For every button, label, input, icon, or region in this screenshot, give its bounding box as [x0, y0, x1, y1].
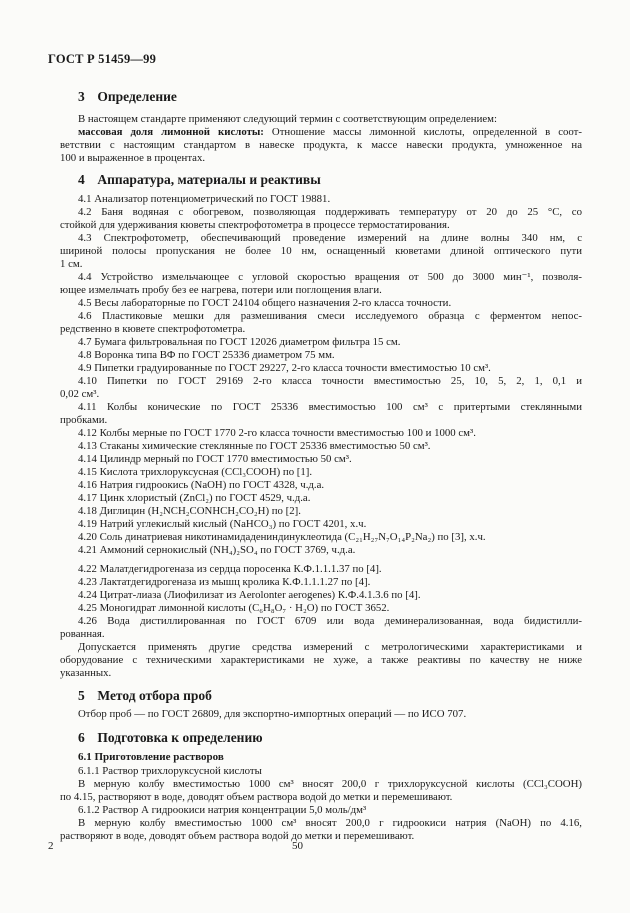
s4-line: рованная. [60, 628, 105, 640]
s4-line: 0,02 см³. [60, 388, 100, 400]
s4-line: 4.20 Соль динатриевая никотинамидадениндинуклеотида (C₂₁H₂₇N₇O₁₄P₂Na₂) по [3], х.ч. [78, 531, 486, 543]
s4-line: Допускается применять другие средства измерений с метрологическими характеристиками и [78, 641, 582, 653]
subsection-6-1-heading: 6.1 Приготовление растворов [78, 751, 224, 763]
section-title: Определение [97, 89, 177, 104]
s4-line: 4.3 Спектрофотометр, обеспечивающий проведение измерений на длине волны 340 нм, с [78, 232, 582, 244]
section-number: 3 [78, 89, 85, 104]
s4-line: 4.24 Цитрат-лиаза (Лиофилизат из Aerolonter aerogenes) К.Ф.4.1.3.6 по [4]. [78, 589, 421, 601]
s4-line: 4.17 Цинк хлористый (ZnCl₂) по ГОСТ 4529, ч.д.а. [78, 492, 311, 504]
s4-line: 4.11 Колбы конические по ГОСТ 25336 вместимостью 100 см³ с притертыми стеклянными [78, 401, 582, 413]
s4-line: 4.13 Стаканы химические стеклянные по ГОСТ 25336 вместимостью 50 см³. [78, 440, 431, 452]
s4-line: редственно в кювете спектрофотометра. [60, 323, 246, 335]
s6-line: 6.1.1 Раствор трихлоруксусной кислоты [78, 765, 262, 777]
s4-line: 4.14 Цилиндр мерный по ГОСТ 1770 вместимостью 50 см³. [78, 453, 352, 465]
s4-line: 4.19 Натрий углекислый кислый (NaHCO₃) по ГОСТ 4201, х.ч. [78, 518, 367, 530]
section-title: Подготовка к определению [97, 730, 263, 745]
s4-line: 4.10 Пипетки по ГОСТ 29169 2-го класса точности вместимостью 25, 10, 5, 2, 1, 0,1 и [78, 375, 582, 387]
section-number: 4 [78, 172, 85, 187]
s4-line: 4.15 Кислота трихлоруксусная (CCl₃COOH) по [1]. [78, 466, 313, 478]
s4-line: указанных. [60, 667, 112, 679]
s4-line: 4.5 Весы лабораторные по ГОСТ 24104 общего назначения 2-го класса точности. [78, 297, 452, 309]
document-header: ГОСТ Р 51459—99 [48, 52, 157, 66]
s4-line: ющее измельчать пробу без ее нагрева, потери или поглощения влаги. [60, 284, 382, 296]
s4-line: 4.8 Воронка типа ВФ по ГОСТ 25336 диаметром 75 мм. [78, 349, 335, 361]
s3-line-4: 100 и выраженное в процентах. [60, 152, 206, 164]
s4-line: оборудование с техническими характеристиками не хуже, а также реактивы по качеству не ниже [60, 654, 582, 666]
section-title: Аппаратура, материалы и реактивы [97, 172, 321, 187]
section-4-heading [78, 172, 321, 188]
s4-line: 4.18 Диглицин (H₂NCH₂CONHCH₂CO₂H) по [2]. [78, 505, 301, 517]
s6-line: 6.1.2 Раствор А гидроокиси натрия концентрации 5,0 моль/дм³ [78, 804, 367, 816]
s4-line: 1 см. [60, 258, 83, 270]
s4-line: пробками. [60, 414, 108, 426]
s6-line: по 4.15, растворяют в воде, доводят объем раствора водой до метки и перемешивают. [60, 791, 453, 803]
term: массовая доля лимонной кислоты: [78, 126, 264, 138]
s6-line: растворяют в воде, доводят объем раствора водой до метки и перемешивают. [60, 830, 415, 842]
section-number: 6 [78, 730, 85, 745]
s6-line: В мерную колбу вместимостью 1000 см³ вносят 200,0 г трихлоруксусной кислоты (CCl₃COOH) [78, 778, 582, 790]
s4-line: 4.9 Пипетки градуированные по ГОСТ 29227, 2-го класса точности вместимостью 10 см³. [78, 362, 491, 374]
section-title: Метод отбора проб [97, 688, 212, 703]
s3-line-2: массовая доля лимонной кислоты: Отношение массы лимонной кислоты, определенной в соот- [78, 126, 582, 138]
s4-line: 4.25 Моногидрат лимонной кислоты (C₆H₈O₇ · H₂O) по ГОСТ 3652. [78, 602, 390, 614]
s3-line-3: ветствии с настоящим стандартом в навеске продукта, к массе навески продукта, умноженное на [60, 139, 582, 151]
s4-line: 4.12 Колбы мерные по ГОСТ 1770 2-го класса точности вместимостью 100 и 1000 см³. [78, 427, 476, 439]
s4-line: 4.1 Анализатор потенциометрический по ГОСТ 19881. [78, 193, 331, 205]
section-6-heading [78, 730, 263, 746]
s4-line: 4.26 Вода дистиллированная по ГОСТ 6709 или вода деминерализованная, вода бидистилли- [78, 615, 582, 627]
s3-line-1: В настоящем стандарте применяют следующий термин с соответствующим определением: [78, 113, 497, 125]
s4-line: 4.21 Аммоний сернокислый (NH₄)₂SO₄ по ГОСТ 3769, ч.д.а. [78, 544, 356, 556]
s4-line: 4.22 Малатдегидрогеназа из сердца поросенка К.Ф.1.1.1.37 по [4]. [78, 563, 382, 575]
sheet-number: 50 [292, 840, 303, 852]
s4-line: 4.23 Лактатдегидрогеназа из мышц кролика К.Ф.1.1.1.27 по [4]. [78, 576, 371, 588]
page-number: 2 [48, 840, 54, 852]
section-number: 5 [78, 688, 85, 703]
s4-line: 4.7 Бумага фильтровальная по ГОСТ 12026 диаметром фильтра 15 см. [78, 336, 401, 348]
s5-line: Отбор проб — по ГОСТ 26809, для экспортно-импортных операций — по ИСО 707. [78, 708, 467, 720]
s4-line: стойкой для удерживания кюветы спектрофотометра в процессе термостатирования. [60, 219, 450, 231]
section-5-heading [78, 688, 212, 704]
s4-line: шириной полосы пропускания не более 10 нм, оснащенный кюветами длиной оптического пути [60, 245, 582, 257]
section-3-heading [78, 89, 177, 105]
s4-line: 4.4 Устройство измельчающее с угловой скоростью вращения от 500 до 3000 мин⁻¹, позволя- [78, 271, 582, 283]
s6-line: В мерную колбу вместимостью 1000 см³ вносят 200,0 г гидроокиси натрия (NaOH) по 4.16, [78, 817, 582, 829]
s4-line: 4.2 Баня водяная с обогревом, позволяющая поддерживать температуру от 20 до 25 °С, со [78, 206, 582, 218]
s4-line: 4.6 Пластиковые мешки для размешивания смеси исследуемого образца с ферментом непос- [78, 310, 582, 322]
s4-line: 4.16 Натрия гидроокись (NaOH) по ГОСТ 4328, ч.д.а. [78, 479, 325, 491]
